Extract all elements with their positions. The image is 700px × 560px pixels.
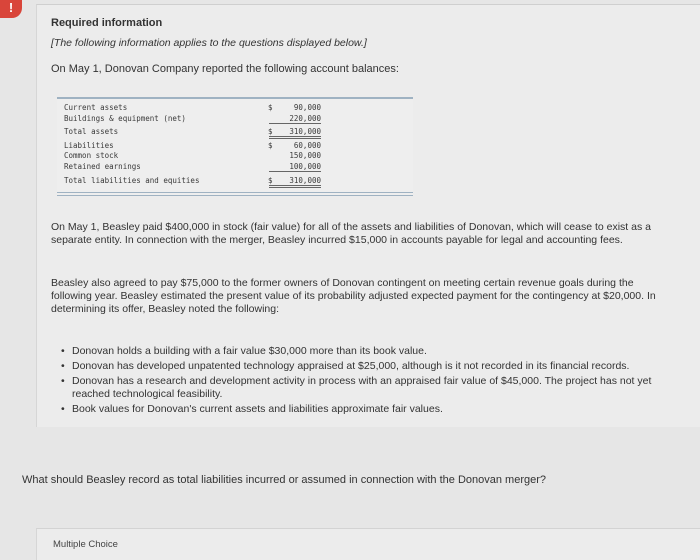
balance-label: Buildings & equipment (net) — [64, 113, 186, 123]
balance-row — [57, 162, 413, 173]
bullet-text: Donovan has a research and development activity in process with an appraised fair value of $45,000. The project has not yet reached technological feasibility. — [72, 375, 652, 400]
notes-bullet-list — [61, 345, 691, 418]
balance-label: Liabilities — [64, 140, 114, 150]
balance-amount: 310,000 — [269, 176, 321, 188]
bullet-text: Donovan has developed unpatented technology appraised at $25,000, although is it not recorded in its financial records. — [72, 360, 630, 372]
bullet-icon: • — [61, 345, 65, 357]
balance-amount: 310,000 — [269, 127, 321, 139]
balance-label: Common stock — [64, 151, 119, 161]
contingency-paragraph: Beasley also agreed to pay $75,000 to the former owners of Donovan contingent on meeting certain revenue goals during the following year. Beasley estimated the present value of its probability adjusted expected payment for the contingency at $20,000. In determining its offer, Beasley noted the following: — [51, 277, 656, 315]
list-item — [61, 375, 691, 401]
required-info-intro: On May 1, Donovan Company reported the following account balances: — [51, 63, 399, 75]
multiple-choice-panel — [36, 528, 700, 560]
alert-icon: ! — [0, 0, 22, 18]
bullet-icon: • — [61, 360, 65, 372]
bullet-text: Book values for Donovan's current assets and liabilities approximate fair values. — [72, 403, 443, 415]
balance-row — [57, 114, 413, 125]
dollar-sign: $ — [268, 140, 273, 150]
merger-paragraph: On May 1, Beasley paid $400,000 in stock (fair value) for all of the assets and liabilities of Donovan, which will cease to exist as a separate entity. In connection with the merger, Beasley incurred $15,000 in accounts payable for legal and accounting fees. — [51, 221, 651, 246]
account-balances-table — [57, 97, 413, 196]
multiple-choice-label: Multiple Choice — [53, 539, 118, 550]
required-info-note: [The following information applies to the questions displayed below.] — [51, 37, 367, 49]
balance-row — [57, 176, 413, 187]
balance-amount: 100,000 — [269, 162, 321, 172]
required-info-title: Required information — [51, 17, 163, 29]
dollar-sign: $ — [268, 127, 273, 137]
balance-row — [57, 127, 413, 138]
bullet-icon: • — [61, 403, 65, 415]
dollar-sign: $ — [268, 103, 273, 112]
balance-row — [57, 151, 413, 162]
balance-label: Retained earnings — [64, 161, 141, 171]
bullet-text: Donovan holds a building with a fair value $30,000 more than its book value. — [72, 345, 427, 357]
balance-label: Total assets — [64, 127, 119, 137]
dollar-sign: $ — [268, 175, 273, 185]
balance-label: Current assets — [64, 103, 128, 112]
balance-row — [57, 141, 413, 152]
bullet-icon: • — [61, 375, 65, 387]
balance-row — [57, 103, 413, 114]
balance-amount: 220,000 — [269, 114, 321, 124]
question-text: What should Beasley record as total liabilities incurred or assumed in connection with the Donovan merger? — [22, 474, 546, 486]
balance-amount: 90,000 — [293, 103, 321, 112]
balance-label: Total liabilities and equities — [64, 175, 200, 185]
required-information-panel — [36, 4, 700, 427]
balance-amount: 150,000 — [289, 151, 321, 161]
list-item — [61, 345, 691, 358]
list-item — [61, 403, 691, 416]
balance-amount: 60,000 — [293, 140, 321, 150]
list-item — [61, 360, 691, 373]
